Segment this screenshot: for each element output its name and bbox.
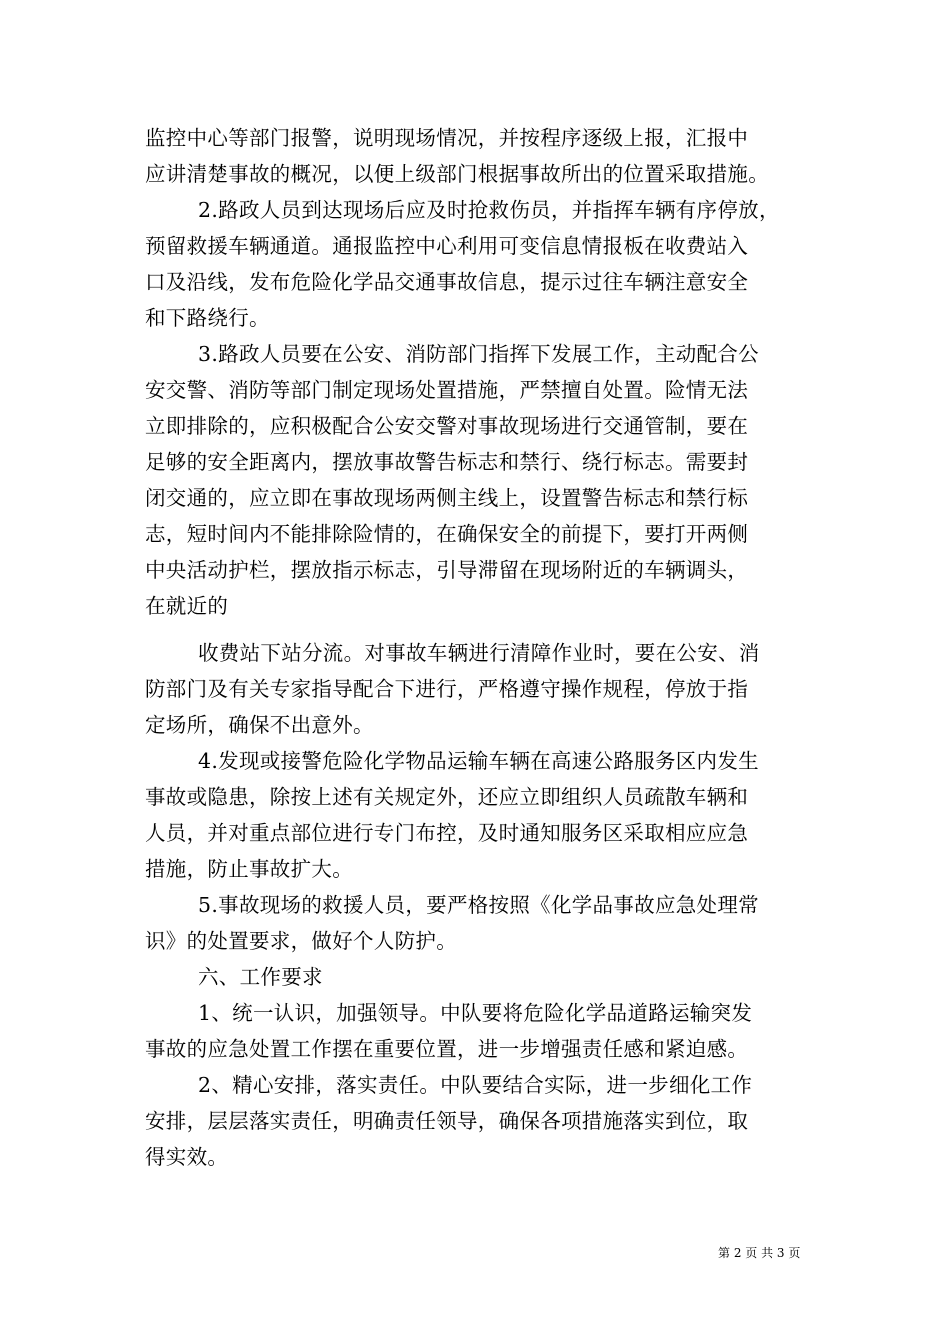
page-number-footer: 第 2 页 共 3 页 — [718, 1246, 801, 1260]
text-line: 立即排除的，应积极配合公安交警对事故现场进行交通管制，要在 — [145, 414, 749, 438]
text-line: 收费站下站分流。对事故车辆进行清障作业时，要在公安、消 — [198, 641, 760, 665]
text-line: 事故的应急处置工作摆在重要位置，进一步增强责任感和紧迫感。 — [145, 1037, 749, 1061]
text-line: 足够的安全距离内，摆放事故警告标志和禁行、绕行标志。需要封 — [145, 450, 749, 474]
section-heading: 六、工作要求 — [198, 965, 323, 989]
text-line: 在就近的 — [145, 594, 229, 618]
text-line: 识》的处置要求，做好个人防护。 — [145, 929, 457, 953]
text-line: 防部门及有关专家指导配合下进行，严格遵守操作规程，停放于指 — [145, 677, 749, 701]
text-line: 5.事故现场的救援人员，要严格按照《化学品事故应急处理常 — [198, 893, 759, 917]
text-line: 事故或隐患，除按上述有关规定外，还应立即组织人员疏散车辆和 — [145, 785, 749, 809]
text-line: 1、统一认识，加强领导。中队要将危险化学品道路运输突发 — [198, 1001, 753, 1025]
text-line: 口及沿线，发布危险化学品交通事故信息，提示过往车辆注意安全 — [145, 270, 749, 294]
text-line: 4.发现或接警危险化学物品运输车辆在高速公路服务区内发生 — [198, 749, 759, 773]
text-line: 和下路绕行。 — [145, 306, 270, 330]
text-line: 2、精心安排，落实责任。中队要结合实际，进一步细化工作 — [198, 1073, 753, 1097]
text-line: 预留救援车辆通道。通报监控中心利用可变信息情报板在收费站入 — [145, 234, 749, 258]
text-line: 3.路政人员要在公安、消防部门指挥下发展工作，主动配合公 — [198, 342, 759, 366]
text-line: 措施，防止事故扩大。 — [145, 857, 353, 881]
text-line: 安交警、消防等部门制定现场处置措施，严禁擅自处置。险情无法 — [145, 378, 749, 402]
text-line: 志，短时间内不能排除险情的，在确保安全的前提下，要打开两侧 — [145, 522, 749, 546]
text-line: 定场所，确保不出意外。 — [145, 713, 374, 737]
text-line: 监控中心等部门报警，说明现场情况，并按程序逐级上报，汇报中 — [145, 126, 749, 150]
text-line: 应讲清楚事故的概况，以便上级部门根据事故所出的位置采取措施。 — [145, 162, 769, 186]
text-line: 人员，并对重点部位进行专门布控，及时通知服务区采取相应应急 — [145, 821, 749, 845]
text-line: 得实效。 — [145, 1145, 229, 1169]
text-line: 中央活动护栏，摆放指示标志，引导滞留在现场附近的车辆调头， — [145, 558, 749, 582]
text-line: 闭交通的，应立即在事故现场两侧主线上，设置警告标志和禁行标 — [145, 486, 749, 510]
text-line: 2.路政人员到达现场后应及时抢救伤员，并指挥车辆有序停放， — [198, 198, 780, 222]
text-line: 安排，层层落实责任，明确责任领导，确保各项措施落实到位，取 — [145, 1109, 749, 1133]
